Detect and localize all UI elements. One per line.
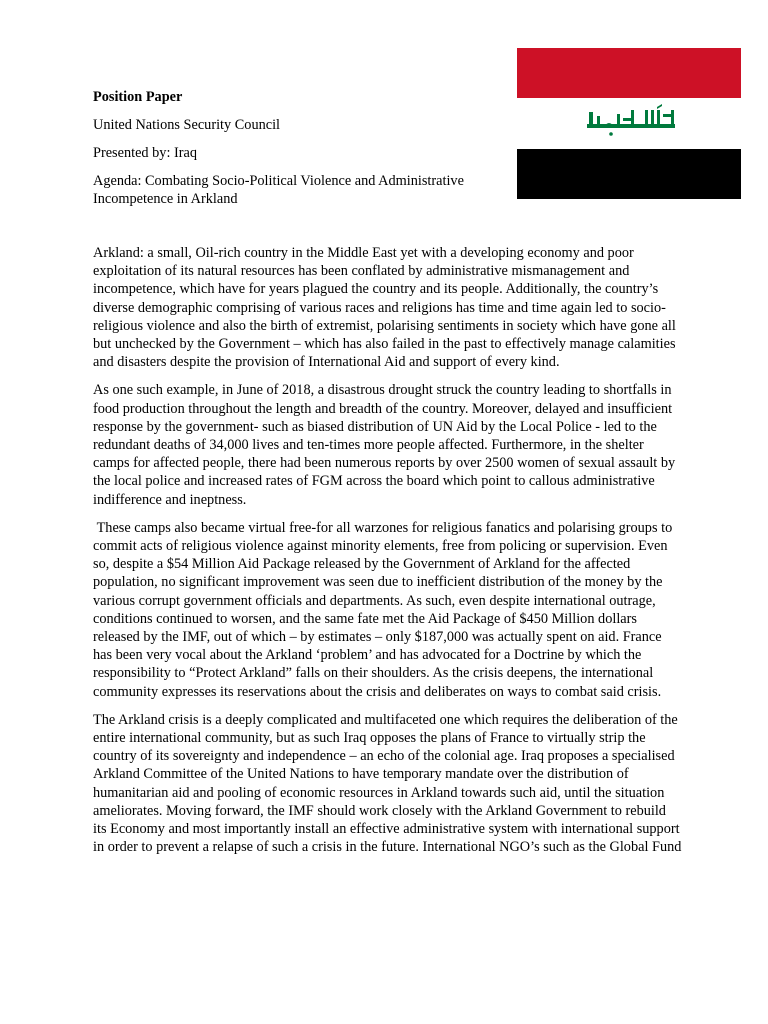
- body-paragraph: The Arkland crisis is a deeply complicated and multifaceted one which requires the deliberation of the entire international community, but as such Iraq opposes the plans of France to virtually strip the country of its sovereignty and independence – an echo of the colonial age. Iraq proposes a specialised Arkland Committee of the United Nations to have temporary mandate over the distribution of humanitarian aid and pooling of economic resources in Arkland towards such aid, until the situation ameliorates. Moving forward, the IMF should work closely with the Arkland Government to rebuild its Economy and most importantly install an effective administrative system with international support in order to prevent a relapse of such a crisis in the future. International NGO’s such as the Global Fund: [93, 711, 682, 856]
- agenda-line: Agenda: Combating Socio-Political Violence and Administrative Incompetence in Arkland: [93, 173, 464, 207]
- body-paragraph: Arkland: a small, Oil-rich country in the Middle East yet with a developing economy and poor exploitation of its natural resources has been conflated by administrative mismanagement and incompetence, which have for years plagued the country and its people. Additionally, the country’s diverse demographic comprising of various races and religions has time and time again led to socio-religious violence and also the birth of extremist, polarising sentiments in society which have gone all but unchecked by the Government – which has also failed in the past to effectively manage calamities and disasters despite the provision of International Aid and support of every kind.: [93, 245, 676, 371]
- takbir-emblem-icon: [517, 98, 741, 149]
- presenter-line: Presented by: Iraq: [93, 145, 198, 161]
- paper-body: [93, 244, 683, 867]
- flag-black-stripe: [517, 149, 741, 199]
- paper-title: Position Paper: [93, 89, 183, 105]
- committee-line: United Nations Security Council: [93, 117, 281, 133]
- paper-header: [93, 88, 513, 218]
- flag-red-stripe: [517, 48, 741, 98]
- body-paragraph: As one such example, in June of 2018, a disastrous drought struck the country leading to shortfalls in food production throughout the length and breadth of the country. Moreover, delayed and insufficient response by the government- such as biased distribution of UN Aid by the Local Police - led to the redundant deaths of 34,000 lives and ten-times more people affected. Furthermore, in the shelter camps for affected people, there had been numerous reports by over 2500 women of sexual assault by the local police and increased rates of FGM across the board which point to callous administrative indifference and ineptness.: [93, 382, 676, 508]
- body-paragraph: These camps also became virtual free-for all warzones for religious fanatics and polarising groups to commit acts of religious violence against minority elements, free from policing or supervision. Even so, despite a $54 Million Aid Package released by the Government of Arkland for the affected population, no significant improvement was seen due to inefficient distribution of the money by the various corrupt government officials and departments. As such, even despite international outrage, conditions continued to worsen, and the same fate met the Aid Package of $450 Million dollars released by the IMF, out of which – by estimates – only $187,000 was actually spent on aid. France has been very vocal about the Arkland ‘problem’ and has advocated for a Doctrine by which the responsibility to “Protect Arkland” falls on their shoulders. As the crisis deepens, the international community expresses its reservations about the crisis and deliberates on ways to combat said crisis.: [93, 519, 676, 700]
- iraq-flag-icon: [517, 48, 741, 199]
